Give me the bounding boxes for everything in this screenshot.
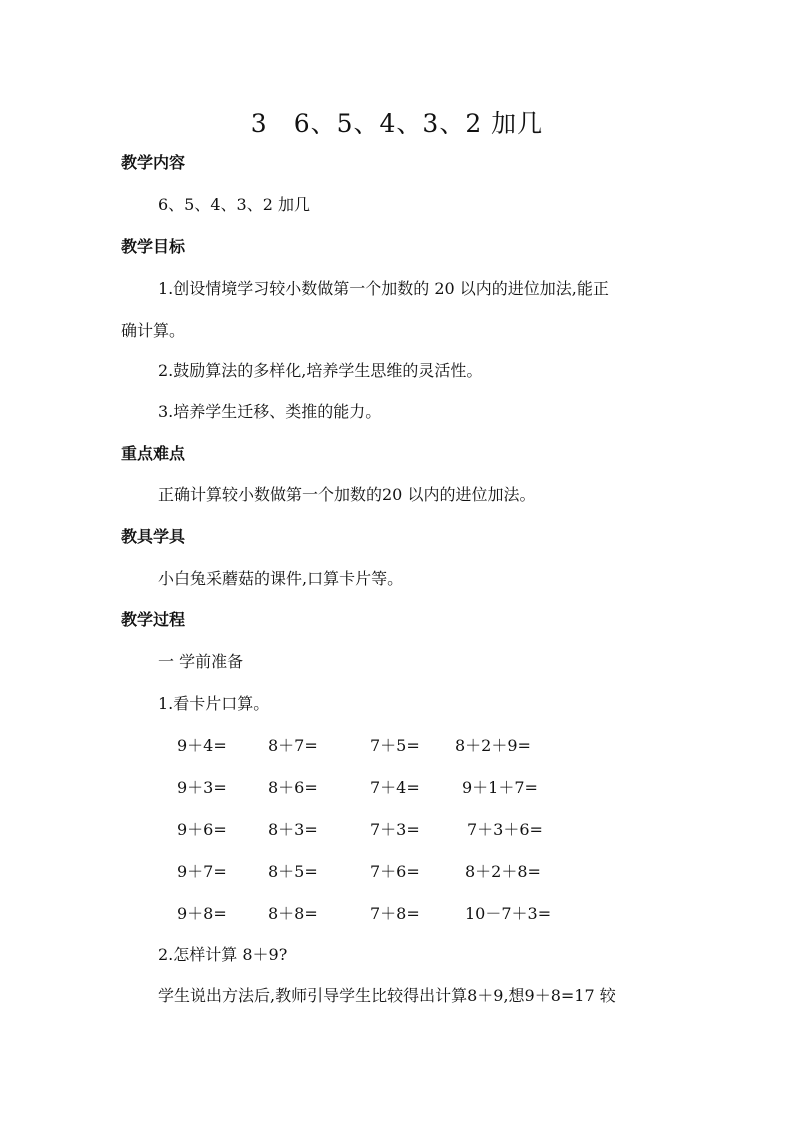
- drill-cell: 8＋3=: [268, 820, 318, 839]
- content-text: 6、5、4、3、2 加几: [158, 195, 310, 214]
- process-task-1: 1.看卡片口算。: [158, 694, 270, 713]
- drill-cell: 8＋8=: [268, 904, 318, 923]
- drill-row: [0, 733, 794, 757]
- process-step-1: 一 学前准备: [158, 652, 244, 671]
- drill-cell: 8＋6=: [268, 778, 318, 797]
- heading-tools: 教具学具: [121, 527, 186, 546]
- heading-goals: 教学目标: [121, 237, 186, 256]
- heading-process: 教学过程: [121, 610, 186, 629]
- drill-cell: 8＋2＋8=: [465, 862, 541, 881]
- goal-1: 1.创设情境学习较小数做第一个加数的 20 以内的进位加法,能正: [158, 279, 609, 298]
- document-title: 3 6、5、4、3、2 加几: [250, 109, 544, 138]
- drill-cell: 9＋4=: [177, 736, 227, 755]
- goal-1-cont: 确计算。: [121, 321, 186, 340]
- drill-cell: 7＋3=: [370, 820, 420, 839]
- tools-text: 小白兔采蘑菇的课件,口算卡片等。: [158, 569, 404, 588]
- drill-cell: 7＋5=: [370, 736, 420, 755]
- drill-cell: 9＋3=: [177, 778, 227, 797]
- heading-key-points: 重点难点: [121, 444, 186, 463]
- key-points-text: 正确计算较小数做第一个加数的20 以内的进位加法。: [158, 485, 536, 504]
- drill-cell: 10－7＋3=: [465, 904, 552, 923]
- drill-row: [0, 859, 794, 883]
- drill-cell: 9＋7=: [177, 862, 227, 881]
- drill-row: [0, 775, 794, 799]
- drill-cell: 9＋6=: [177, 820, 227, 839]
- process-task-2-text: 学生说出方法后,教师引导学生比较得出计算8＋9,想9＋8=17 较: [158, 986, 616, 1005]
- heading-content: 教学内容: [121, 153, 186, 172]
- drill-cell: 7＋6=: [370, 862, 420, 881]
- drill-cell: 7＋3＋6=: [467, 820, 543, 839]
- drill-cell: 9＋8=: [177, 904, 227, 923]
- drill-cell: 8＋2＋9=: [455, 736, 531, 755]
- goal-3: 3.培养学生迁移、类推的能力。: [158, 402, 382, 421]
- drill-cell: 7＋4=: [370, 778, 420, 797]
- drill-cell: 7＋8=: [370, 904, 420, 923]
- drill-cell: 8＋7=: [268, 736, 318, 755]
- drill-row: [0, 901, 794, 925]
- drill-cell: 9＋1＋7=: [462, 778, 538, 797]
- drill-cell: 8＋5=: [268, 862, 318, 881]
- process-task-2: 2.怎样计算 8＋9?: [158, 945, 288, 964]
- drill-row: [0, 817, 794, 841]
- mental-math-drill: [0, 733, 794, 923]
- goal-2: 2.鼓励算法的多样化,培养学生思维的灵活性。: [158, 361, 483, 380]
